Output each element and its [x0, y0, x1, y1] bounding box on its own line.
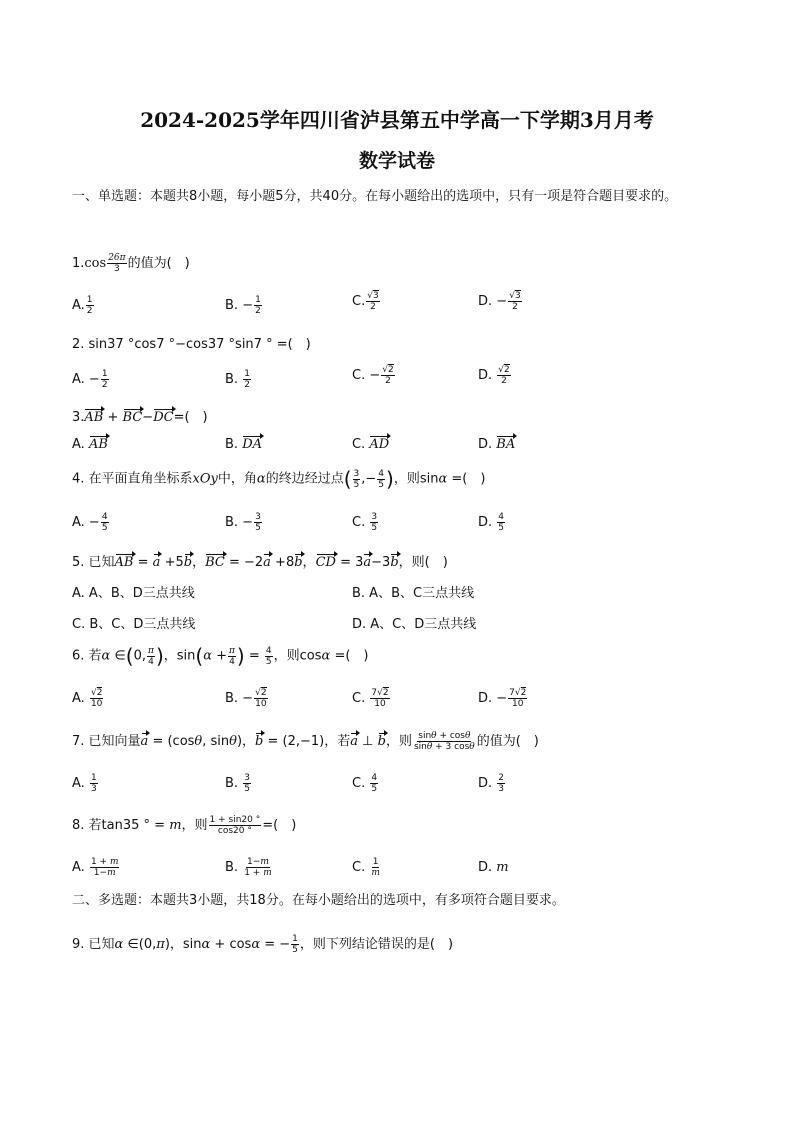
- question-5: 5. 已知AB = a +5b，BC = −2a +8b，CD = 3a−3b，则( ): [72, 555, 448, 570]
- q4-option-b[interactable]: B. − $\frac{3}{5}$: [225, 512, 261, 533]
- q5-option-b[interactable]: B. A、B、C三点共线: [352, 586, 475, 601]
- question-4: 4. 在平面直角坐标系xOy中，角α的终边经过点( $\frac{3}{5}$ ,− $\frac{4}{5}$ )，则sinα =( ): [72, 467, 486, 491]
- q1-option-d[interactable]: D. − $\frac{√3}{2}$: [478, 291, 521, 312]
- q5-option-c[interactable]: C. B、C、D三点共线: [72, 617, 196, 632]
- section1-heading: 一、单选题：本题共8小题，每小题5分，共40分。在每小题给出的选项中，只有一项是符合题目要求的。: [72, 189, 678, 204]
- exam-subtitle: 数学试卷: [358, 150, 435, 172]
- q3-option-c[interactable]: C. AD: [352, 437, 390, 452]
- q3-option-d[interactable]: D. BA: [478, 437, 516, 452]
- question-7: 7. 已知向量a = (cosθ, sinθ)，b = (2,−1)，若a ⊥ b，则 $\frac{\sin\theta + \cos\theta}{\sin\theta + 3 \cos\theta}$ 的值为( ): [72, 731, 539, 752]
- q6-option-c[interactable]: C. $\frac{7√2}{10}$: [352, 688, 389, 709]
- q7-option-a[interactable]: A. $\frac{1}{3}$: [72, 773, 97, 794]
- q2-option-a[interactable]: A. − $\frac{1}{2}$: [72, 369, 108, 390]
- q7-option-b[interactable]: B. $\frac{3}{5}$: [225, 773, 250, 794]
- q4-option-a[interactable]: A. − $\frac{4}{5}$: [72, 512, 108, 533]
- q8-option-c[interactable]: C. $\frac{1}{m}$: [352, 857, 380, 878]
- q7-option-c[interactable]: C. $\frac{4}{5}$: [352, 773, 378, 794]
- q6-option-b[interactable]: B. − $\frac{√2}{10}$: [225, 688, 267, 709]
- section2-heading: 二、多选题：本题共3小题，共18分。在每小题给出的选项中，有多项符合题目要求。: [72, 893, 565, 908]
- q5-option-d[interactable]: D. A、C、D三点共线: [352, 617, 477, 632]
- question-8: 8. 若tan35 ° = m，则 $\frac{1 + \sin 20 ^\circ}{\cos 20 ^\circ}$ =( ): [72, 815, 297, 836]
- q1-option-b[interactable]: B. − $\frac{1}{2}$: [225, 295, 261, 316]
- q8-option-a[interactable]: A. $\frac{1 + m}{1-m}$: [72, 857, 119, 878]
- exam-title: 2024-2025学年四川省泸县第五中学高一下学期3月月考: [140, 108, 654, 132]
- q2-option-d[interactable]: D. $\frac{√2}{2}$: [478, 365, 510, 386]
- q2-option-c[interactable]: C. − $\frac{√2}{2}$: [352, 365, 394, 386]
- question-2: 2. sin37 °cos7 °−cos37 °sin7 ° =( ): [72, 337, 311, 352]
- q3-option-b[interactable]: B. DA: [225, 437, 263, 452]
- q8-option-d[interactable]: D. m: [478, 860, 509, 875]
- question-1: 1.cos $\frac{26\pi}{3}$ 的值为( ): [72, 253, 190, 274]
- question-6: 6. 若α ∈(0, $\frac{\pi}{4}$ )，sin(α + $\frac{\pi}{4}$ ) = $\frac{4}{5}$ ，则cosα =( ): [72, 644, 369, 668]
- q6-option-a[interactable]: A. $\frac{√2}{10}$: [72, 688, 103, 709]
- q4-option-c[interactable]: C. $\frac{3}{5}$: [352, 512, 378, 533]
- q7-option-d[interactable]: D. $\frac{2}{3}$: [478, 773, 505, 794]
- q1-option-a[interactable]: A. $\frac{1}{2}$: [72, 295, 93, 316]
- q1-option-c[interactable]: C. $\frac{√3}{2}$: [352, 291, 379, 312]
- q8-option-b[interactable]: B. $\frac{1-m}{1 + m}$: [225, 857, 272, 878]
- q2-option-b[interactable]: B. $\frac{1}{2}$: [225, 369, 250, 390]
- question-3: 3.AB + BC−DC=( ): [72, 410, 208, 425]
- q6-option-d[interactable]: D. − $\frac{7√2}{10}$: [478, 688, 527, 709]
- q4-option-d[interactable]: D. $\frac{4}{5}$: [478, 512, 505, 533]
- q5-option-a[interactable]: A. A、B、D三点共线: [72, 586, 195, 601]
- q3-option-a[interactable]: A. AB: [72, 437, 108, 452]
- question-9: 9. 已知α ∈(0,π)，sinα + cosα = − $\frac{1}{5}$ ，则下列结论错误的是( ): [72, 934, 454, 955]
